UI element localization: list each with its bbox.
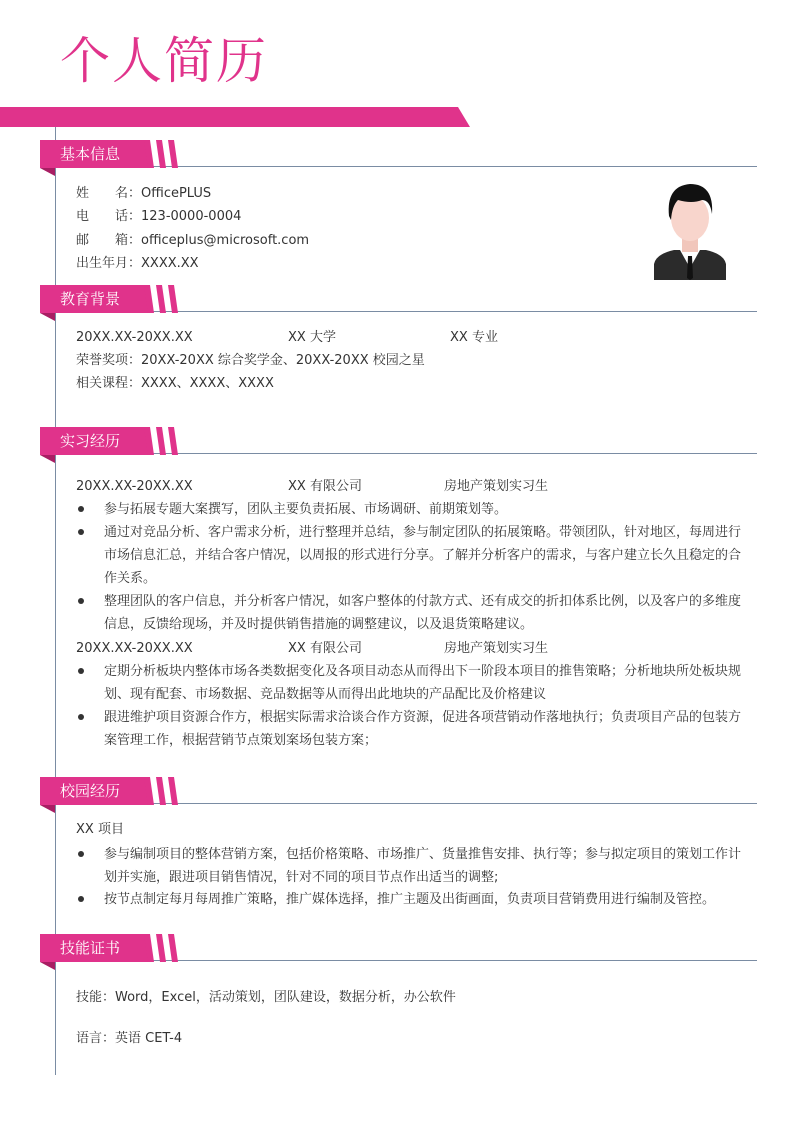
section-title-campus: 校园经历 (40, 777, 150, 805)
education-period: 20XX.XX-20XX.XX (76, 330, 193, 345)
timeline-line (55, 127, 56, 1075)
phone-row (76, 205, 241, 228)
phone-label: 电 话： (76, 209, 142, 224)
section-fold (40, 168, 55, 176)
phone-value: 123-0000-0004 (141, 209, 242, 224)
skills-line: 技能：Word，Excel，活动策划，团队建设，数据分析，办公软件 (76, 990, 456, 1005)
section-stripes (144, 934, 180, 962)
section-fold (40, 805, 55, 813)
internship-bullet: 整理团队的客户信息，并分析客户情况，如客户整体的付款方式、还有成交的折扣体系比例，以及客户的多维度信息，反馈给现场，并及时提供销售措施的调整建议，以及退货策略建议。 (104, 594, 742, 632)
internship-bullet: 参与拓展专题大案撰写，团队主要负责拓展、市场调研、前期策划等。 (104, 502, 508, 517)
bullet-dot (78, 851, 84, 857)
section-title-education: 教育背景 (40, 285, 150, 313)
campus-project: XX 项目 (76, 822, 124, 837)
education-honors: 荣誉奖项：20XX-20XX 综合奖学金、20XX-20XX 校园之星 (76, 353, 425, 368)
section-stripes (144, 427, 180, 455)
birth-value: XXXX.XX (141, 256, 199, 271)
email-label: 邮 箱： (76, 233, 142, 248)
internship-period: 20XX.XX-20XX.XX (76, 641, 193, 656)
internship-role: 房地产策划实习生 (444, 641, 549, 656)
bullet-dot (78, 598, 84, 604)
education-school: XX 大学 (288, 330, 336, 345)
bullet-dot (78, 506, 84, 512)
section-title-basic: 基本信息 (40, 140, 150, 168)
birth-label: 出生年月： (76, 256, 142, 271)
page-title: 个人简历 (60, 32, 268, 90)
campus-bullet: 按节点制定每月每周推广策略，推广媒体选择，推广主题及出街画面，负责项目营销费用进行编制及管控。 (104, 892, 716, 907)
education-courses: 相关课程：XXXX、XXXX、XXXX (76, 376, 274, 391)
section-fold (40, 313, 55, 321)
section-stripes (144, 777, 180, 805)
section-title-skills: 技能证书 (40, 934, 150, 962)
section-fold (40, 455, 55, 463)
internship-company: XX 有限公司 (288, 641, 362, 656)
name-row (76, 182, 211, 205)
language-line: 语言：英语 CET-4 (76, 1031, 183, 1046)
bullet-dot (78, 714, 84, 720)
internship-period: 20XX.XX-20XX.XX (76, 479, 193, 494)
section-stripes (144, 285, 180, 313)
section-stripes (144, 140, 180, 168)
email-value: officeplus@microsoft.com (141, 233, 310, 248)
internship-bullet: 定期分析板块内整体市场各类数据变化及各项目动态从而得出下一阶段本项目的推售策略；分析地块所处板块规划、现有配套、市场数据、竞品数据等从而得出此地块的产品配比及价格建议 (104, 664, 742, 702)
internship-company: XX 有限公司 (288, 479, 362, 494)
internship-bullet: 通过对竞品分析、客户需求分析，进行整理并总结，参与制定团队的拓展策略。带领团队，针对地区，每周进行市场信息汇总，并结合客户情况，以周报的形式进行分享。了解并分析客户的需求，与客户建立长久且稳定的合作关系。 (104, 525, 742, 586)
email-row (76, 229, 309, 252)
internship-bullet: 跟进维护项目资源合作方，根据实际需求洽谈合作方资源，促进各项营销动作落地执行；负责项目产品的包装方案管理工作，根据营销节点策划案场包装方案； (104, 710, 742, 748)
bullet-dot (78, 529, 84, 535)
internship-role: 房地产策划实习生 (444, 479, 549, 494)
person-avatar-icon (648, 178, 732, 280)
campus-bullet: 参与编制项目的整体营销方案，包括价格策略、市场推广、货量推售安排、执行等；参与拟定项目的策划工作计划并实施，跟进项目销售情况，针对不同的项目节点作出适当的调整; (104, 847, 742, 885)
education-major: XX 专业 (450, 330, 498, 345)
birth-row (76, 252, 199, 275)
bullet-dot (78, 896, 84, 902)
bullet-dot (78, 668, 84, 674)
name-value: OfficePLUS (141, 186, 212, 201)
section-fold (40, 962, 55, 970)
section-title-internship: 实习经历 (40, 427, 150, 455)
header-bar (0, 107, 470, 127)
name-label: 姓 名： (76, 186, 142, 201)
